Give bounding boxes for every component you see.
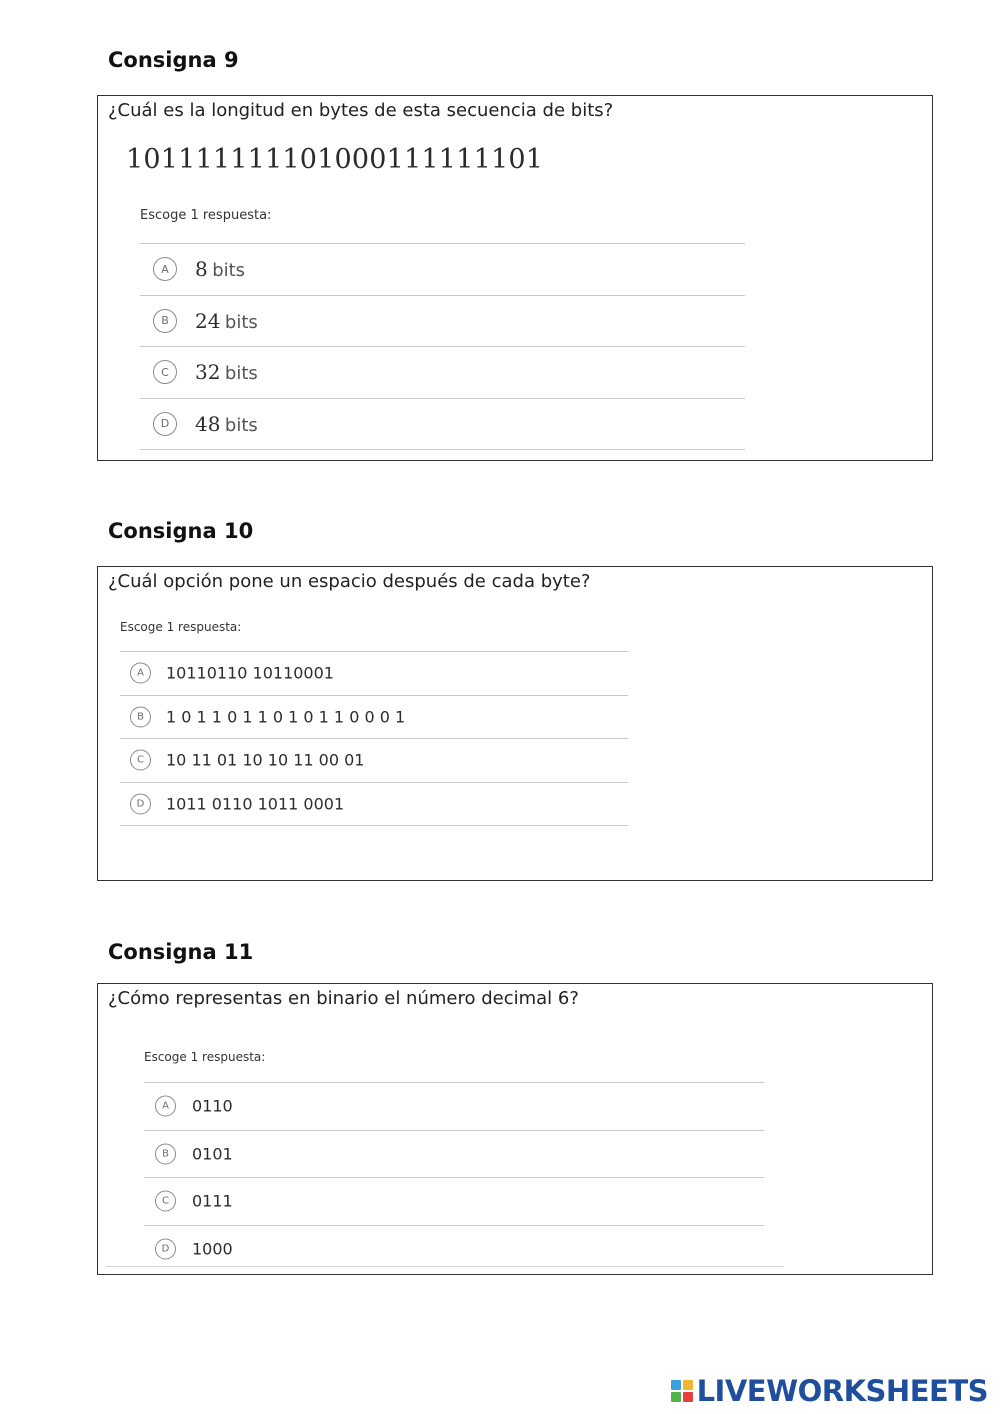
answer-option-c[interactable] (120, 739, 628, 783)
answer-option-c[interactable] (144, 1178, 764, 1226)
radio-circle-icon[interactable]: A (153, 257, 177, 281)
answer-option-d[interactable] (120, 783, 628, 827)
radio-circle-icon[interactable]: D (153, 412, 177, 436)
bit-sequence: 101111111101000111111101 (126, 144, 544, 175)
section-heading-10: Consigna 10 (108, 519, 254, 543)
answer-option-a[interactable] (144, 1083, 764, 1131)
answer-option-a[interactable] (140, 244, 745, 296)
question-box-11 (97, 983, 933, 1275)
radio-circle-icon[interactable]: C (130, 750, 151, 771)
radio-circle-icon[interactable]: A (155, 1096, 176, 1117)
option-label: 48 bits (195, 411, 258, 436)
logo-text: LIVEWORKSHEETS (696, 1374, 988, 1408)
radio-circle-icon[interactable]: C (153, 360, 177, 384)
option-label: 0110 (192, 1096, 233, 1116)
question-text: ¿Cómo representas en binario el número decimal 6? (108, 988, 579, 1009)
answer-prompt: Escoge 1 respuesta: (140, 208, 272, 223)
answer-option-b[interactable] (120, 696, 628, 740)
liveworksheets-logo (671, 1374, 988, 1408)
question-text: ¿Cuál opción pone un espacio después de cada byte? (108, 571, 591, 592)
answer-options (140, 243, 745, 450)
answer-options (120, 651, 628, 826)
answer-option-b[interactable] (144, 1131, 764, 1179)
answer-prompt: Escoge 1 respuesta: (120, 620, 242, 634)
radio-circle-icon[interactable]: A (130, 663, 151, 684)
option-label: 10 11 01 10 10 11 00 01 (166, 750, 365, 770)
divider (106, 1266, 784, 1267)
answer-options (144, 1082, 764, 1273)
answer-option-a[interactable] (120, 652, 628, 696)
radio-circle-icon[interactable]: B (153, 309, 177, 333)
option-label: 1000 (192, 1239, 233, 1259)
question-box-9 (97, 95, 933, 461)
radio-circle-icon[interactable]: B (130, 706, 151, 727)
option-label: 8 bits (195, 257, 246, 282)
question-box-10 (97, 566, 933, 881)
section-heading-11: Consigna 11 (108, 940, 254, 964)
option-label: 32 bits (195, 360, 258, 385)
option-label: 0111 (192, 1191, 233, 1211)
option-label: 1011 0110 1011 0001 (166, 794, 345, 814)
answer-prompt: Escoge 1 respuesta: (144, 1050, 266, 1064)
option-label: 0101 (192, 1144, 233, 1164)
question-text: ¿Cuál es la longitud en bytes de esta secuencia de bits? (108, 100, 614, 121)
radio-circle-icon[interactable]: B (155, 1143, 176, 1164)
liveworksheets-grid-icon (671, 1380, 693, 1402)
answer-option-c[interactable] (140, 347, 745, 399)
radio-circle-icon[interactable]: D (130, 793, 151, 814)
radio-circle-icon[interactable]: D (155, 1239, 176, 1260)
option-label: 24 bits (195, 308, 258, 333)
radio-circle-icon[interactable]: C (155, 1191, 176, 1212)
section-heading-9: Consigna 9 (108, 48, 239, 72)
answer-option-b[interactable] (140, 296, 745, 348)
answer-option-d[interactable] (140, 399, 745, 451)
option-label: 10110110 10110001 (166, 663, 334, 683)
option-label: 1 0 1 1 0 1 1 0 1 0 1 1 0 0 0 1 (166, 707, 406, 727)
